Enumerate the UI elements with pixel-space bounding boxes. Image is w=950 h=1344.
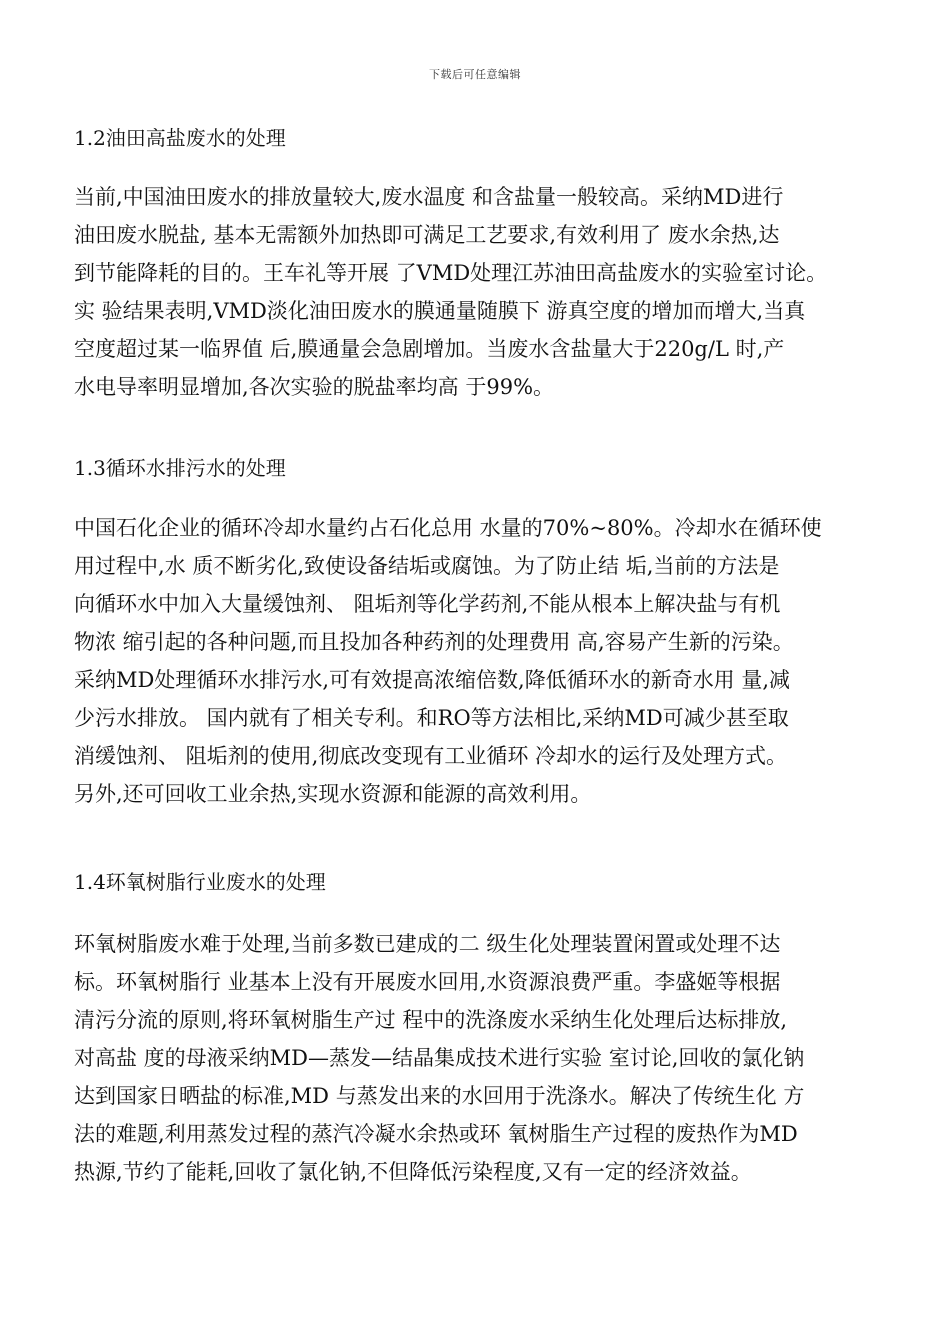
body-line: 中国石化企业的循环冷却水量约占石化总用 水量的70%~80%。冷却水在循环使	[74, 516, 822, 540]
body-line: 达到国家日晒盐的标准,MD 与蒸发出来的水回用于洗涤水。解决了传统生化 方	[74, 1084, 805, 1108]
body-line: 采纳MD处理循环水排污水,可有效提高浓缩倍数,降低循环水的新奇水用 量,减	[74, 668, 791, 692]
body-line: 用过程中,水 质不断劣化,致使设备结垢或腐蚀。为了防止结 垢,当前的方法是	[74, 554, 780, 578]
body-line: 环氧树脂废水难于处理,当前多数已建成的二 级生化处理装置闲置或处理不达	[74, 932, 781, 956]
body-line: 物浓 缩引起的各种问题,而且投加各种药剂的处理费用 高,容易产生新的污染。	[74, 630, 794, 654]
section-body-1-4	[74, 925, 894, 1191]
body-line: 另外,还可回收工业余热,实现水资源和能源的高效利用。	[74, 782, 592, 806]
section-heading-1-3: 1.3循环水排污水的处理	[74, 456, 286, 480]
body-line: 热源,节约了能耗,回收了氯化钠,不但降低污染程度,又有一定的经济效益。	[74, 1160, 752, 1184]
body-line: 水电导率明显增加,各次实验的脱盐率均高 于99%。	[74, 375, 555, 399]
body-line: 油田废水脱盐, 基本无需额外加热即可满足工艺要求,有效利用了 废水余热,达	[74, 223, 780, 247]
body-line: 标。环氧树脂行 业基本上没有开展废水回用,水资源浪费严重。李盛姬等根据	[74, 970, 781, 994]
section-heading-1-4: 1.4环氧树脂行业废水的处理	[74, 870, 326, 894]
section-heading-1-2: 1.2油田高盐废水的处理	[74, 126, 286, 150]
body-line: 当前,中国油田废水的排放量较大,废水温度 和含盐量一般较高。采纳MD进行	[74, 185, 784, 209]
page-header-note: 下载后可任意编辑	[429, 68, 521, 81]
section-body-1-3	[74, 509, 894, 813]
body-line: 向循环水中加入大量缓蚀剂、 阻垢剂等化学药剂,不能从根本上解决盐与有机	[74, 592, 781, 616]
body-line: 到节能降耗的目的。王车礼等开展 了VMD处理江苏油田高盐废水的实验室讨论。	[74, 261, 828, 285]
body-line: 空度超过某一临界值 后,膜通量会急剧增加。当废水含盐量大于220g/L 时,产	[74, 337, 785, 361]
body-line: 少污水排放。 国内就有了相关专利。和RO等方法相比,采纳MD可减少甚至取	[74, 706, 789, 730]
body-line: 消缓蚀剂、 阻垢剂的使用,彻底改变现有工业循环 冷却水的运行及处理方式。	[74, 744, 788, 768]
body-line: 对高盐 度的母液采纳MD—蒸发—结晶集成技术进行实验 室讨论,回收的氯化钠	[74, 1046, 805, 1070]
body-line: 法的难题,利用蒸发过程的蒸汽冷凝水余热或环 氧树脂生产过程的废热作为MD	[74, 1122, 798, 1146]
body-line: 清污分流的原则,将环氧树脂生产过 程中的洗涤废水采纳生化处理后达标排放,	[74, 1008, 788, 1032]
section-body-1-2	[74, 178, 894, 406]
body-line: 实 验结果表明,VMD淡化油田废水的膜通量随膜下 游真空度的增加而增大,当真	[74, 299, 806, 323]
